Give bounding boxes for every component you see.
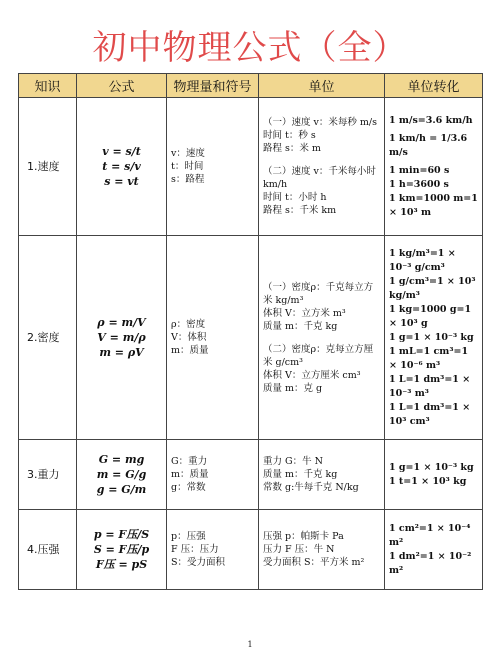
topic-cell: 1.速度 <box>19 98 77 236</box>
unit-line: 受力面积 S：平方米 m² <box>263 557 365 568</box>
conversion: 1 cm²=1 × 10⁻⁴ m² <box>389 522 471 548</box>
unit-line: （二）速度 v：千米每小时 km/h <box>263 166 376 190</box>
conversion: 1 km/h = 1/3.6 m/s <box>389 132 468 158</box>
conversion: 1 L=1 dm³=1 × 10⁻³ m³ <box>389 373 471 399</box>
conversion: 1 g=1 × 10⁻³ kg <box>389 461 474 473</box>
quantity: g：常数 <box>171 482 206 493</box>
unit-line: 时间 t：小时 h <box>263 192 327 203</box>
formula-cell <box>77 510 167 590</box>
unit-line: 重力 G：牛 N <box>263 456 323 467</box>
formula: G = mg <box>98 453 145 466</box>
table-row-pressure <box>19 510 483 590</box>
unit-line: 常数 g:牛每千克 N/kg <box>263 482 359 493</box>
formula: m = G/g <box>96 468 147 481</box>
unit-cell <box>259 98 385 236</box>
topic-cell: 2.密度 <box>19 236 77 440</box>
formula: ρ = m/V <box>97 316 146 329</box>
page-number: 1 <box>247 640 253 649</box>
formula: F压 = pS <box>95 558 148 571</box>
unit-line: 质量 m：千克 kg <box>263 469 338 480</box>
conversion-cell <box>385 510 483 590</box>
quantity: G：重力 <box>171 456 208 467</box>
unit-line: 时间 t：秒 s <box>263 130 316 141</box>
unit-cell <box>259 440 385 510</box>
unit-line: 压强 p：帕斯卡 Pa <box>263 531 344 542</box>
unit-line: 体积 V：立方厘米 cm³ <box>263 369 361 381</box>
formula: S = F压/p <box>93 543 150 556</box>
quantity: V：体积 <box>171 332 207 343</box>
formula-cell <box>77 440 167 510</box>
conversion: 1 h=3600 s <box>389 178 449 190</box>
unit-line: 质量 m：千克 kg <box>263 320 338 332</box>
header-topic: 知识 <box>19 74 77 98</box>
formula: m = ρV <box>99 346 144 359</box>
quantity: s：路程 <box>171 174 205 185</box>
formula-cell <box>77 236 167 440</box>
header-formula: 公式 <box>77 74 167 98</box>
quantity-cell <box>167 98 259 236</box>
topic-cell: 4.压强 <box>19 510 77 590</box>
unit-line: （二）密度ρ：克每立方厘米 g/cm³ <box>263 343 374 368</box>
quantity: m：质量 <box>171 345 209 356</box>
formula-cell <box>77 98 167 236</box>
conversion: 1 kg/m³=1 × 10⁻³ g/cm³ <box>389 247 456 273</box>
formula: t = s/v <box>102 160 141 173</box>
unit-line: 质量 m：克 g <box>263 382 323 394</box>
quantity-cell <box>167 236 259 440</box>
quantity: t：时间 <box>171 161 204 172</box>
header-conversion: 单位转化 <box>385 74 483 98</box>
quantity: v：速度 <box>171 148 205 159</box>
unit-line: 路程 s：千米 km <box>263 205 337 216</box>
conversion-cell <box>385 440 483 510</box>
conversion: 1 g=1 × 10⁻³ kg <box>389 331 474 343</box>
formula: v = s/t <box>102 145 141 158</box>
topic-cell: 3.重力 <box>19 440 77 510</box>
quantity-cell <box>167 510 259 590</box>
quantity: S：受力面积 <box>171 557 226 568</box>
page-title: 初中物理公式（全） <box>92 28 408 68</box>
unit-line: 路程 s：米 m <box>263 143 321 154</box>
formula: p = F压/S <box>93 528 150 541</box>
unit-line: 压力 F 压：牛 N <box>263 544 335 555</box>
conversion-cell <box>385 98 483 236</box>
conversion: 1 min=60 s <box>389 164 450 176</box>
quantity: m：质量 <box>171 469 209 480</box>
formula-table <box>18 73 483 590</box>
conversion: 1 L=1 dm³=1 × 10³ cm³ <box>389 401 471 427</box>
header-unit: 单位 <box>259 74 385 98</box>
conversion-cell <box>385 236 483 440</box>
formula: V = m/ρ <box>97 331 146 344</box>
formula: g = G/m <box>96 483 147 496</box>
unit-cell <box>259 236 385 440</box>
table-header-row <box>19 74 483 98</box>
quantity-cell <box>167 440 259 510</box>
unit-cell <box>259 510 385 590</box>
table-row-speed <box>19 98 483 236</box>
header-quantity: 物理量和符号 <box>167 74 259 98</box>
conversion: 1 km=1000 m=1 × 10³ m <box>389 192 478 218</box>
conversion: 1 t=1 × 10³ kg <box>389 475 467 487</box>
quantity: ρ：密度 <box>171 319 206 330</box>
quantity: F 压：压力 <box>171 544 219 555</box>
conversion: 1 dm²=1 × 10⁻² m² <box>389 550 472 576</box>
conversion: 1 m/s=3.6 km/h <box>389 114 473 126</box>
unit-line: （一）速度 v：米每秒 m/s <box>263 117 377 128</box>
formula: s = vt <box>104 175 139 188</box>
unit-line: 体积 V：立方米 m³ <box>263 307 346 319</box>
table-row-gravity <box>19 440 483 510</box>
table-row-density <box>19 236 483 440</box>
quantity: p：压强 <box>171 531 206 542</box>
conversion: 1 g/cm³=1 × 10³ kg/m³ <box>389 275 476 301</box>
unit-line: （一）密度ρ：千克每立方米 kg/m³ <box>263 281 374 306</box>
conversion: 1 kg=1000 g=1 × 10³ g <box>389 303 472 329</box>
conversion: 1 mL=1 cm³=1 × 10⁻⁶ m³ <box>389 345 469 371</box>
